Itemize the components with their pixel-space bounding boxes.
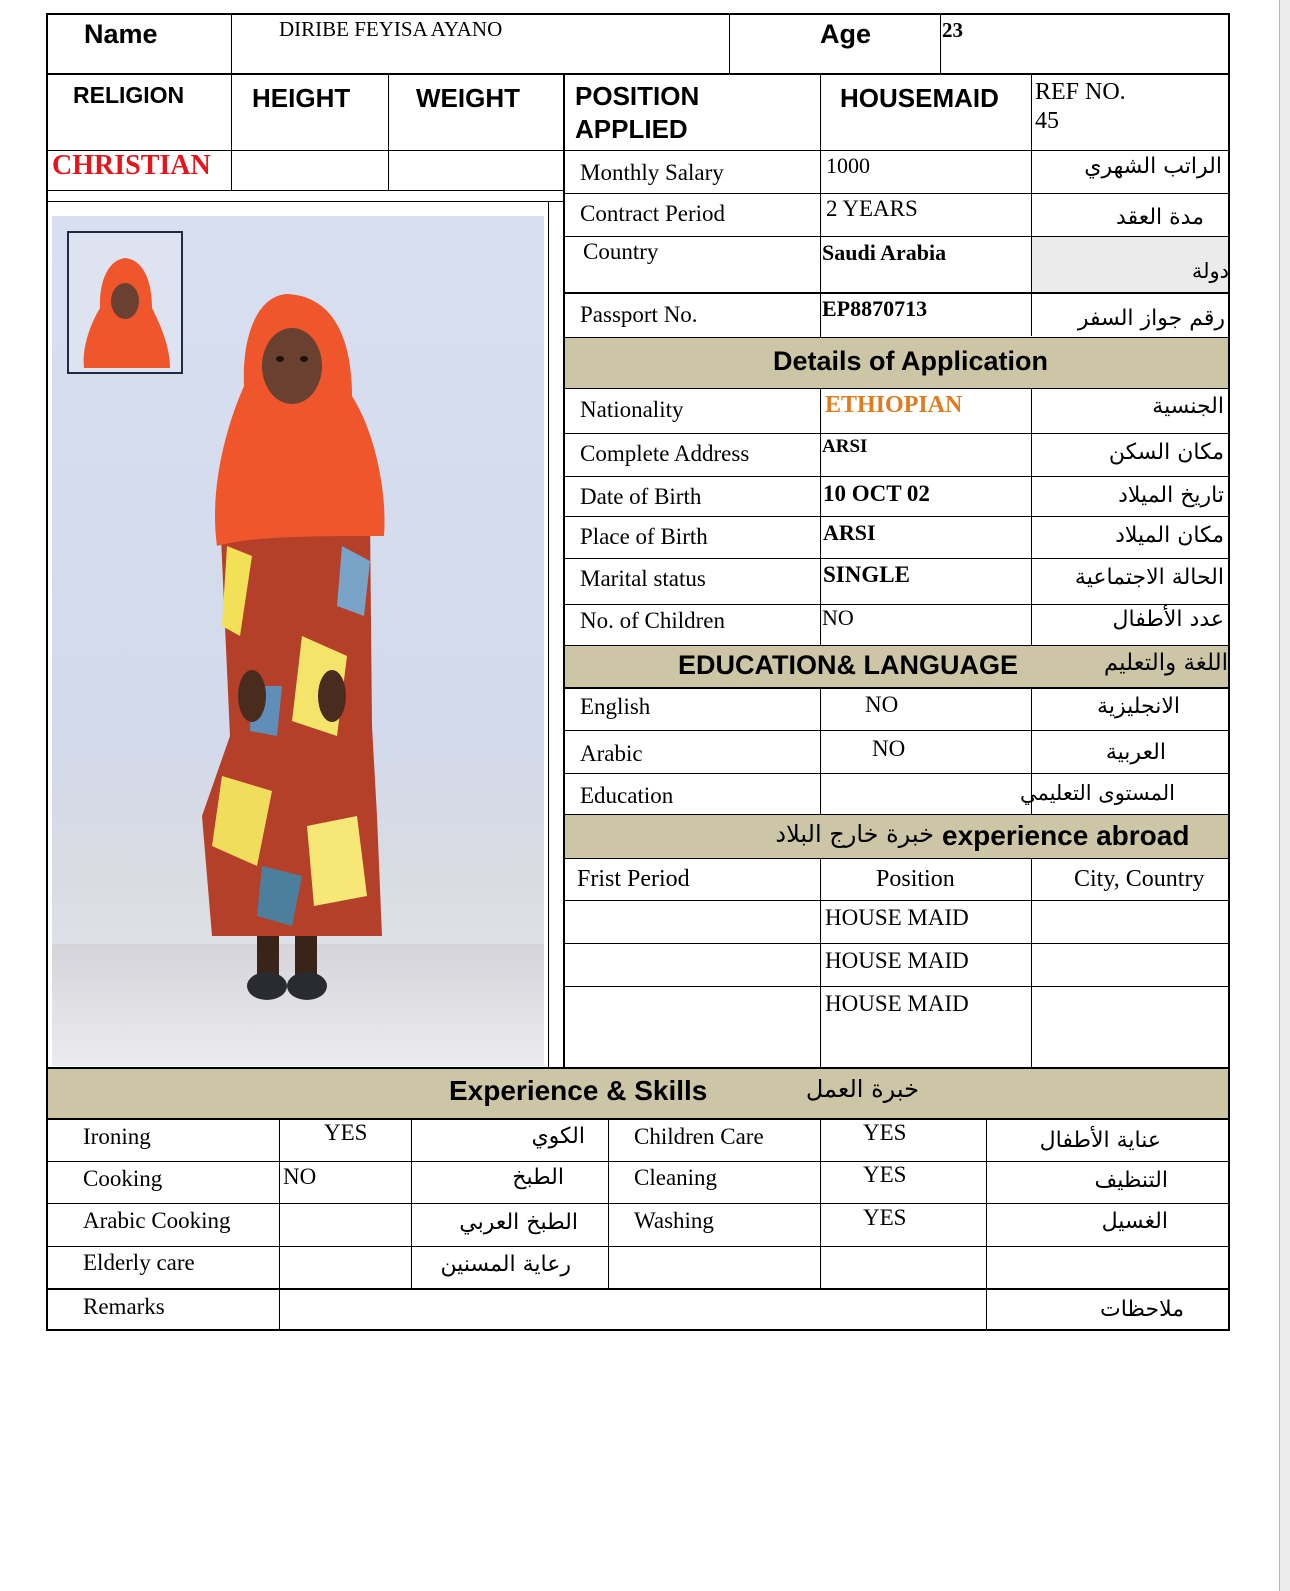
english-label: English — [580, 694, 651, 719]
weight-label: WEIGHT — [416, 83, 520, 113]
remarks-label: Remarks — [83, 1294, 165, 1319]
address-label: Complete Address — [580, 441, 750, 466]
education-label: Education — [580, 783, 674, 808]
position-value-1: HOUSE MAID — [825, 905, 969, 930]
english-value: NO — [865, 692, 899, 717]
marital-ar: الحالة الاجتماعية — [1074, 565, 1224, 590]
education-title: EDUCATION& LANGUAGE — [678, 650, 1018, 680]
washing-ar: الغسيل — [1101, 1209, 1168, 1234]
passport-ar: رقم جواز السفر — [1077, 306, 1225, 331]
name-value: DIRIBE FEYISA AYANO — [279, 17, 503, 41]
marital-value: SINGLE — [823, 562, 910, 587]
dob-label: Date of Birth — [580, 484, 702, 509]
country-ar: دولة — [1191, 259, 1229, 283]
monthly-salary-ar: الراتب الشهري — [1084, 154, 1222, 179]
washing-value: YES — [863, 1205, 907, 1230]
position-value-2: HOUSE MAID — [825, 948, 969, 973]
arabic-cooking-label: Arabic Cooking — [83, 1208, 231, 1233]
elderly-care-ar: رعاية المسنين — [440, 1252, 571, 1277]
education-title-ar: اللغة والتعليم — [1103, 650, 1228, 676]
details-title: Details of Application — [773, 346, 1049, 376]
applicant-photo — [52, 216, 544, 1066]
experience-abroad-title-ar: خبرة خارج البلاد — [775, 820, 934, 848]
contract-period-ar: مدة العقد — [1116, 205, 1204, 230]
address-ar: مكان السكن — [1108, 440, 1224, 465]
name-label: Name — [84, 19, 158, 49]
arabic-ar: العربية — [1105, 740, 1166, 765]
contract-period-value: 2 YEARS — [826, 196, 918, 221]
english-ar: الانجليزية — [1097, 694, 1180, 719]
children-care-value: YES — [863, 1120, 907, 1145]
arabic-label: Arabic — [580, 741, 643, 766]
nationality-value: ETHIOPIAN — [825, 392, 963, 418]
dob-value: 10 OCT 02 — [823, 481, 930, 506]
country-label: Country — [583, 239, 659, 264]
skills-title-ar: خبرة العمل — [805, 1075, 919, 1103]
pob-ar: مكان الميلاد — [1115, 523, 1224, 548]
position-label-2: APPLIED — [575, 114, 688, 144]
position-label-1: POSITION — [575, 81, 700, 111]
cleaning-label: Cleaning — [634, 1165, 718, 1190]
dob-ar: تاريخ الميلاد — [1118, 483, 1224, 508]
period-header: Frist Period — [577, 866, 690, 892]
monthly-salary-label: Monthly Salary — [580, 160, 724, 185]
skills-title: Experience & Skills — [449, 1075, 708, 1106]
arabic-value: NO — [872, 736, 906, 761]
children-label: No. of Children — [580, 608, 726, 633]
remarks-ar: ملاحظات — [1100, 1297, 1184, 1322]
address-value: ARSI — [822, 436, 868, 457]
religion-label: RELIGION — [73, 82, 185, 108]
passport-label: Passport No. — [580, 302, 698, 327]
contract-period-label: Contract Period — [580, 201, 725, 226]
nationality-ar: الجنسية — [1152, 394, 1224, 419]
cooking-value: NO — [283, 1164, 317, 1189]
position-header: Position — [876, 866, 955, 892]
elderly-care-label: Elderly care — [83, 1250, 195, 1275]
washing-label: Washing — [634, 1208, 714, 1233]
ironing-ar: الكوي — [531, 1124, 585, 1149]
height-label: HEIGHT — [252, 83, 351, 113]
education-ar: المستوى التعليمي — [1019, 781, 1175, 805]
position-value-3: HOUSE MAID — [825, 991, 969, 1016]
pob-value: ARSI — [823, 520, 876, 545]
age-value: 23 — [942, 18, 963, 42]
ref-label: REF NO. — [1035, 79, 1126, 105]
ironing-label: Ironing — [83, 1124, 151, 1149]
passport-value: EP8870713 — [822, 296, 928, 321]
experience-abroad-title: experience abroad — [942, 820, 1190, 851]
position-value: HOUSEMAID — [840, 83, 999, 113]
marital-label: Marital status — [580, 566, 706, 591]
cleaning-value: YES — [863, 1162, 907, 1187]
arabic-cooking-ar: الطبخ العربي — [459, 1210, 578, 1235]
ref-value: 45 — [1035, 108, 1059, 134]
age-label: Age — [820, 19, 872, 49]
children-ar: عدد الأطفال — [1112, 607, 1224, 632]
pob-label: Place of Birth — [580, 524, 708, 549]
children-care-ar: عناية الأطفال — [1039, 1128, 1161, 1153]
cleaning-ar: التنظيف — [1094, 1168, 1168, 1193]
monthly-salary-value: 1000 — [826, 153, 870, 178]
city-header: City, Country — [1074, 866, 1205, 892]
country-value: Saudi Arabia — [822, 240, 947, 265]
cooking-label: Cooking — [83, 1166, 163, 1191]
children-value: NO — [822, 605, 854, 630]
religion-value: CHRISTIAN — [52, 150, 211, 181]
ironing-value: YES — [324, 1120, 368, 1145]
page-edge — [1279, 0, 1290, 1591]
nationality-label: Nationality — [580, 397, 684, 422]
cooking-ar: الطبخ — [512, 1165, 564, 1190]
children-care-label: Children Care — [634, 1124, 764, 1149]
